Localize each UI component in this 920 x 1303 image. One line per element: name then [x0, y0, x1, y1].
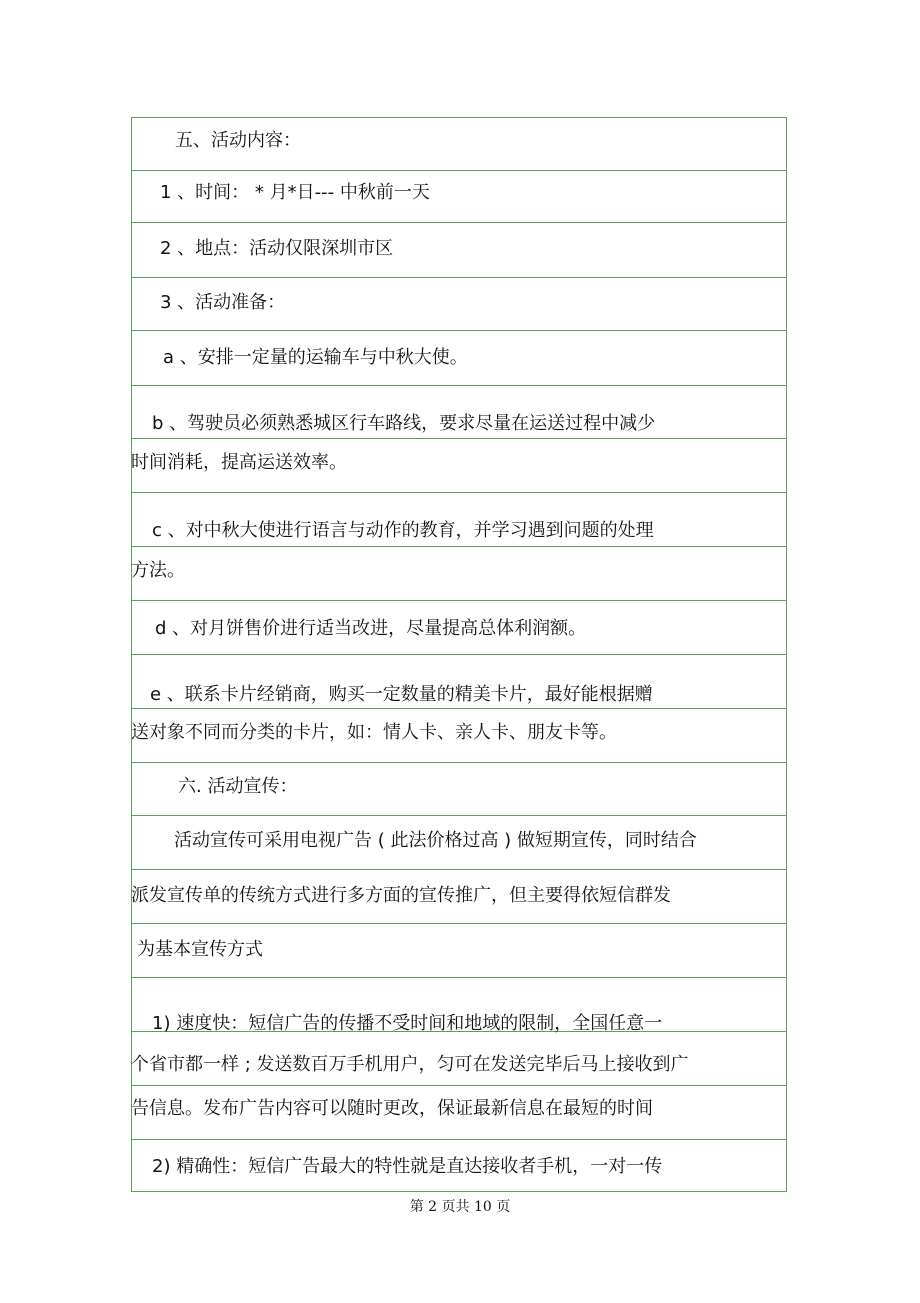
row-divider [131, 762, 787, 763]
row-divider [131, 1085, 787, 1086]
item-c-line-2: 方法。 [131, 560, 185, 581]
row-divider [131, 438, 787, 439]
row-divider [131, 170, 787, 171]
item-e-line-1: e 、联系卡片经销商，购买一定数量的精美卡片，最好能根据赠 [150, 684, 653, 705]
speed-point-line-3: 告信息。发布广告内容可以随时更改，保证最新信息在最短的时间 [131, 1098, 653, 1119]
row-divider [131, 654, 787, 655]
row-divider [131, 869, 787, 870]
row-divider [131, 277, 787, 278]
precision-point-line: 2) 精确性：短信广告最大的特性就是直达接收者手机，一对一传 [152, 1156, 663, 1177]
item-b-line-1: b 、驾驶员必须熟悉城区行车路线，要求尽量在运送过程中减少 [152, 413, 656, 434]
preparation-line: 3 、活动准备： [160, 292, 286, 313]
item-a-line: a 、安排一定量的运输车与中秋大使。 [163, 347, 468, 368]
time-line: 1 、时间： * 月*日--- 中秋前一天 [160, 182, 430, 203]
item-b-line-2: 时间消耗，提高运送效率。 [131, 452, 347, 473]
promotion-paragraph-line-1: 活动宣传可采用电视广告 ( 此法价格过高 ) 做短期宣传，同时结合 [174, 830, 697, 851]
speed-point-line-1: 1) 速度快：短信广告的传播不受时间和地域的限制，全国任意一 [152, 1013, 663, 1034]
page-number-footer: 第 2 页共 10 页 [409, 1199, 511, 1215]
row-divider [131, 330, 787, 331]
row-divider [131, 1139, 787, 1140]
row-divider [131, 977, 787, 978]
row-divider [131, 815, 787, 816]
row-divider [131, 923, 787, 924]
item-d-line: d 、对月饼售价进行适当改进，尽量提高总体利润额。 [155, 618, 587, 639]
section-heading-promotion: 六. 活动宣传： [178, 776, 298, 797]
speed-point-line-2: 个省市都一样 ; 发送数百万手机用户，匀可在发送完毕后马上接收到广 [131, 1054, 689, 1075]
row-divider [131, 385, 787, 386]
row-divider [131, 708, 787, 709]
promotion-paragraph-line-3: 为基本宣传方式 [137, 939, 263, 960]
promotion-paragraph-line-2: 派发宣传单的传统方式进行多方面的宣传推广，但主要得依短信群发 [131, 885, 671, 906]
item-c-line-1: c 、对中秋大使进行语言与动作的教育，并学习遇到问题的处理 [152, 520, 654, 541]
section-heading-activity-content: 五、活动内容： [175, 130, 301, 151]
item-e-line-2: 送对象不同而分类的卡片，如：情人卡、亲人卡、朋友卡等。 [131, 722, 617, 743]
row-divider [131, 546, 787, 547]
row-divider [131, 492, 787, 493]
row-divider [131, 600, 787, 601]
location-line: 2 、地点：活动仅限深圳市区 [160, 238, 394, 259]
row-divider [131, 222, 787, 223]
